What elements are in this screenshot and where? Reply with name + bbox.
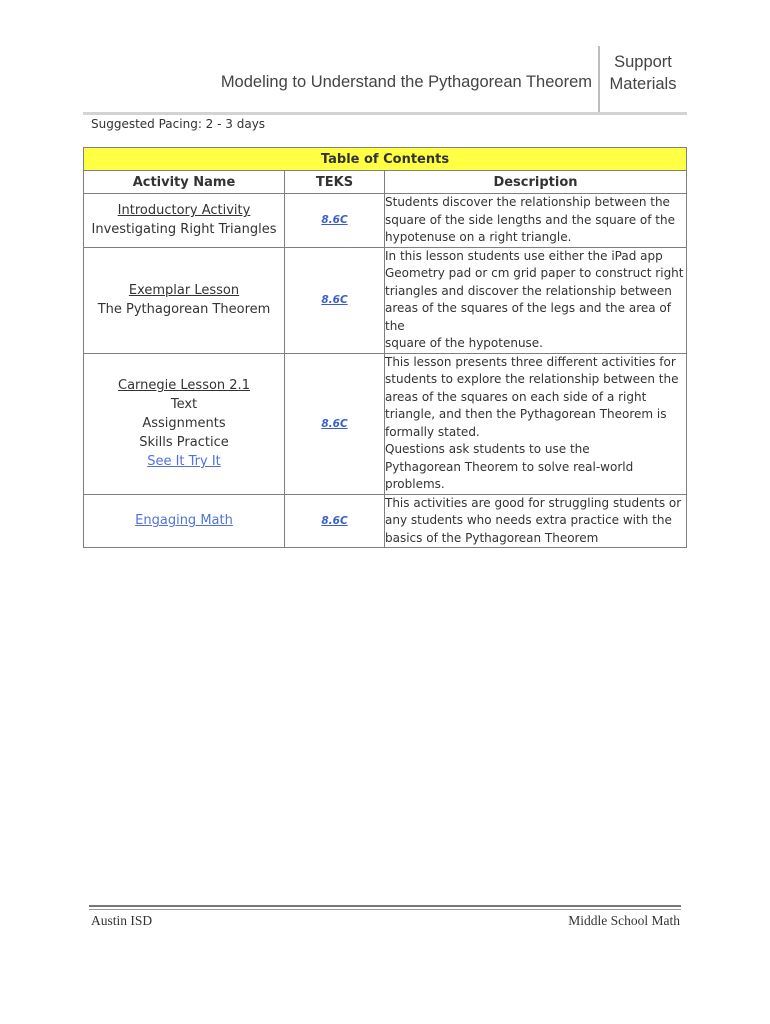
activity-link-exemplar[interactable]: Exemplar Lesson (128, 283, 240, 298)
activity-cell (84, 194, 285, 248)
description-line: triangle, and then the Pythagorean Theorem is (385, 407, 667, 421)
table-row (84, 194, 687, 248)
teks-cell (285, 353, 385, 494)
support-materials-label (600, 51, 686, 95)
description-line: problems. (385, 477, 445, 491)
description-line: areas of the squares of the legs and the area of the (385, 301, 671, 333)
document-title: Modeling to Understand the Pythagorean Theorem (220, 73, 592, 91)
description-cell (385, 494, 687, 548)
activity-link-introductory[interactable]: Introductory Activity (117, 203, 251, 219)
description-line: basics of the Pythagorean Theorem (385, 530, 599, 545)
description-line: Questions ask students to use the (385, 442, 590, 456)
description-line: students to explore the relationship between the (385, 372, 679, 386)
teks-cell (285, 247, 385, 353)
column-header-activity: Activity Name (84, 171, 285, 194)
description-line: square of the hypotenuse. (385, 336, 543, 350)
activity-link-carnegie[interactable]: Carnegie Lesson 2.1 (118, 378, 250, 393)
toc-column-headers (84, 171, 687, 194)
column-header-teks: TEKS (285, 171, 385, 194)
description-line: Pythagorean Theorem to solve real-world (385, 459, 634, 474)
description-line: In this lesson students use either the iPad app (385, 248, 663, 263)
teks-cell (285, 494, 385, 548)
activity-item-skills-practice: Skills Practice (139, 435, 229, 450)
teks-link[interactable]: 8.6C (321, 417, 348, 430)
description-line: This lesson presents three different activities for (385, 354, 676, 369)
description-line: triangles and discover the relationship between (385, 283, 672, 298)
activity-item-text: Text (170, 397, 198, 412)
toc-title: Table of Contents (84, 148, 687, 171)
description-cell (385, 194, 687, 248)
teks-link[interactable]: 8.6C (321, 214, 348, 227)
description-cell (385, 353, 687, 494)
description-line: hypotenuse on a right triangle. (385, 230, 572, 244)
table-row (84, 494, 687, 548)
teks-link[interactable]: 8.6C (321, 294, 348, 306)
description-line: Students discover the relationship between the (385, 195, 670, 209)
description-line: square of the side lengths and the square of the (385, 212, 675, 227)
header-rule (83, 112, 687, 115)
see-it-try-it-link[interactable]: See It Try It (147, 454, 221, 469)
footer-organization: Austin ISD (91, 913, 153, 928)
table-of-contents (83, 147, 687, 548)
description-line: areas of the squares on each side of a right (385, 389, 647, 404)
description-line: This activities are good for struggling students or (385, 495, 682, 510)
activity-cell (84, 353, 285, 494)
toc-title-row (84, 148, 687, 171)
teks-link[interactable]: 8.6C (321, 514, 348, 527)
description-cell (385, 247, 687, 353)
activity-cell (84, 494, 285, 548)
page-header (0, 0, 770, 120)
table-row (84, 353, 687, 494)
footer-rule (89, 905, 681, 910)
description-line: formally stated. (385, 424, 480, 439)
activity-cell (84, 247, 285, 353)
support-line-2: Materials (609, 75, 677, 93)
support-line-1: Support (614, 53, 672, 71)
activity-subtitle: The Pythagorean Theorem (97, 302, 271, 317)
engaging-math-link[interactable]: Engaging Math (135, 513, 233, 529)
description-line: Geometry pad or cm grid paper to construct right (385, 266, 684, 280)
activity-item-assignments: Assignments (142, 416, 226, 431)
column-header-description: Description (385, 171, 687, 194)
teks-cell (285, 194, 385, 248)
footer-subject: Middle School Math (568, 913, 680, 928)
activity-subtitle: Investigating Right Triangles (91, 222, 277, 238)
suggested-pacing: Suggested Pacing: 2 - 3 days (91, 117, 266, 131)
table-row (84, 247, 687, 353)
description-line: any students who needs extra practice with the (385, 513, 672, 527)
